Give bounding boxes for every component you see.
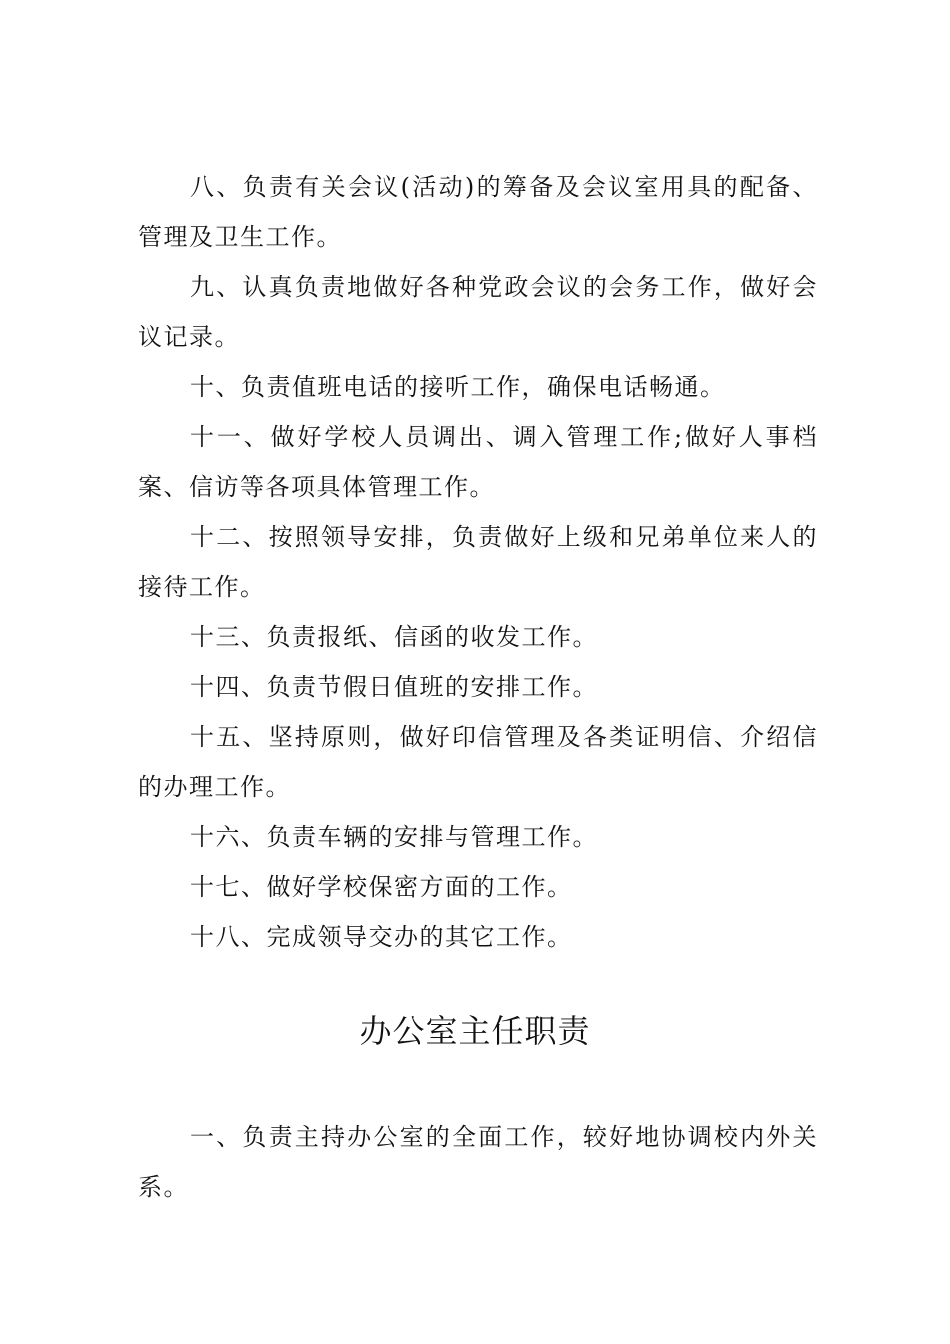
director-duty-item-1: 一、负责主持办公室的全面工作，较好地协调校内外关系。: [138, 1123, 818, 1201]
duty-item-16: 十六、负责车辆的安排与管理工作。: [190, 823, 598, 851]
duty-item-18: 十八、完成领导交办的其它工作。: [190, 923, 573, 951]
duty-item-11: 十一、做好学校人员调出、调入管理工作;做好人事档案、信访等各项具体管理工作。: [138, 423, 818, 501]
duty-item-17: 十七、做好学校保密方面的工作。: [190, 873, 573, 901]
duty-item-14: 十四、负责节假日值班的安排工作。: [190, 673, 598, 701]
duty-item-8: 八、负责有关会议(活动)的筹备及会议室用具的配备、管理及卫生工作。: [138, 173, 818, 251]
duty-item-9: 九、认真负责地做好各种党政会议的会务工作，做好会议记录。: [138, 273, 818, 351]
section-title: 办公室主任职责: [359, 1012, 591, 1050]
duty-item-13: 十三、负责报纸、信函的收发工作。: [190, 623, 598, 651]
duty-item-10: 十、负责值班电话的接听工作，确保电话畅通。: [190, 373, 726, 401]
duty-item-15: 十五、坚持原则，做好印信管理及各类证明信、介绍信的办理工作。: [138, 723, 818, 801]
duty-item-12: 十二、按照领导安排，负责做好上级和兄弟单位来人的接待工作。: [138, 523, 818, 601]
